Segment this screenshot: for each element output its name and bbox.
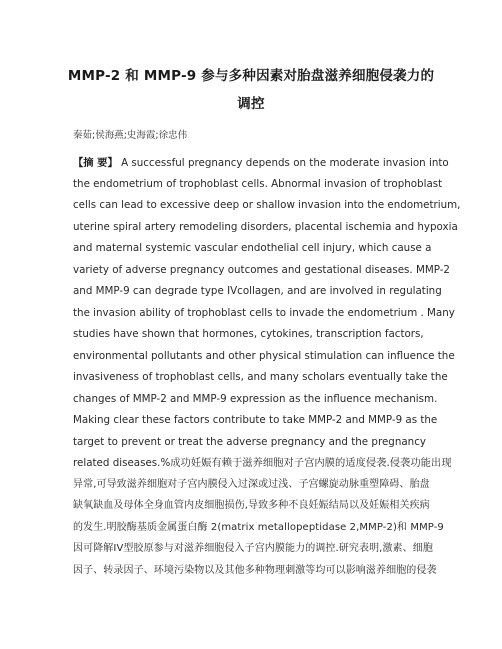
abstract-line: changes of MMP-2 and MMP-9 expression as the influence mechanism.: [73, 393, 438, 405]
abstract-line: studies have shown that hormones, cytokines, transcription factors,: [73, 328, 424, 340]
abstract-line: the endometrium of trophoblast cells. Abnormal invasion of trophoblast: [73, 178, 443, 190]
abstract-line: 的发生.明胶酶基质金属蛋白酶 2(matrix metallopeptidase 2,MMP-2)和 MMP-9: [73, 522, 444, 533]
abstract-line: the invasion ability of trophoblast cells to invade the endometrium . Many: [73, 307, 455, 319]
abstract-line: target to prevent or treat the adverse pregnancy and the pregnancy: [73, 436, 426, 448]
abstract-label: 【摘 要】: [73, 157, 118, 169]
abstract-line: related diseases.%成功妊娠有赖于滋养细胞对子宫内膜的适度侵袭.侵袭功能出现: [73, 457, 452, 469]
paper-title-line-2: 调控: [237, 96, 265, 112]
abstract-line: Making clear these factors contribute to take MMP-2 and MMP-9 as the: [73, 414, 438, 426]
abstract-line: variety of adverse pregnancy outcomes and gestational diseases. MMP-2: [73, 264, 450, 276]
abstract-line: and MMP-9 can degrade type IVcollagen, and are involved in regulating: [73, 285, 442, 297]
abstract-line: 缺氧缺血及母体全身血管内皮细胞损伤,导致多种不良妊娠结局以及妊娠相关疾病: [73, 500, 430, 511]
abstract-line: 异常,可导致滋养细胞对子宫内膜侵入过深或过浅、子宫螺旋动脉重塑障碍、胎盘: [73, 479, 430, 490]
abstract-line: and maternal systemic vascular endothelial cell injury, which cause a: [73, 242, 432, 254]
authors: 秦茹;侯海燕;史海霞;徐忠伟: [73, 130, 188, 141]
abstract-line: uterine spiral artery remodeling disorders, placental ischemia and hypoxia: [73, 221, 458, 233]
abstract-line: cells can lead to excessive deep or shallow invasion into the endometrium,: [73, 199, 461, 211]
abstract-line: environmental pollutants and other physical stimulation can influence the: [73, 350, 455, 362]
paper-title-line-1: MMP-2 和 MMP-9 参与多种因素对胎盘滋养细胞侵袭力的: [67, 68, 435, 84]
abstract-line: 因子、转录因子、环境污染物以及其他多种物理刺激等均可以影响滋养细胞的侵袭: [73, 565, 437, 576]
abstract-line: 【摘 要】 A successful pregnancy depends on the moderate invasion into: [73, 157, 449, 169]
abstract-line: invasiveness of trophoblast cells, and many scholars eventually take the: [73, 371, 448, 383]
abstract-line: 因可降解IV型胶原参与对滋养细胞侵入子宫内膜能力的调控.研究表明,激素、细胞: [73, 543, 433, 554]
